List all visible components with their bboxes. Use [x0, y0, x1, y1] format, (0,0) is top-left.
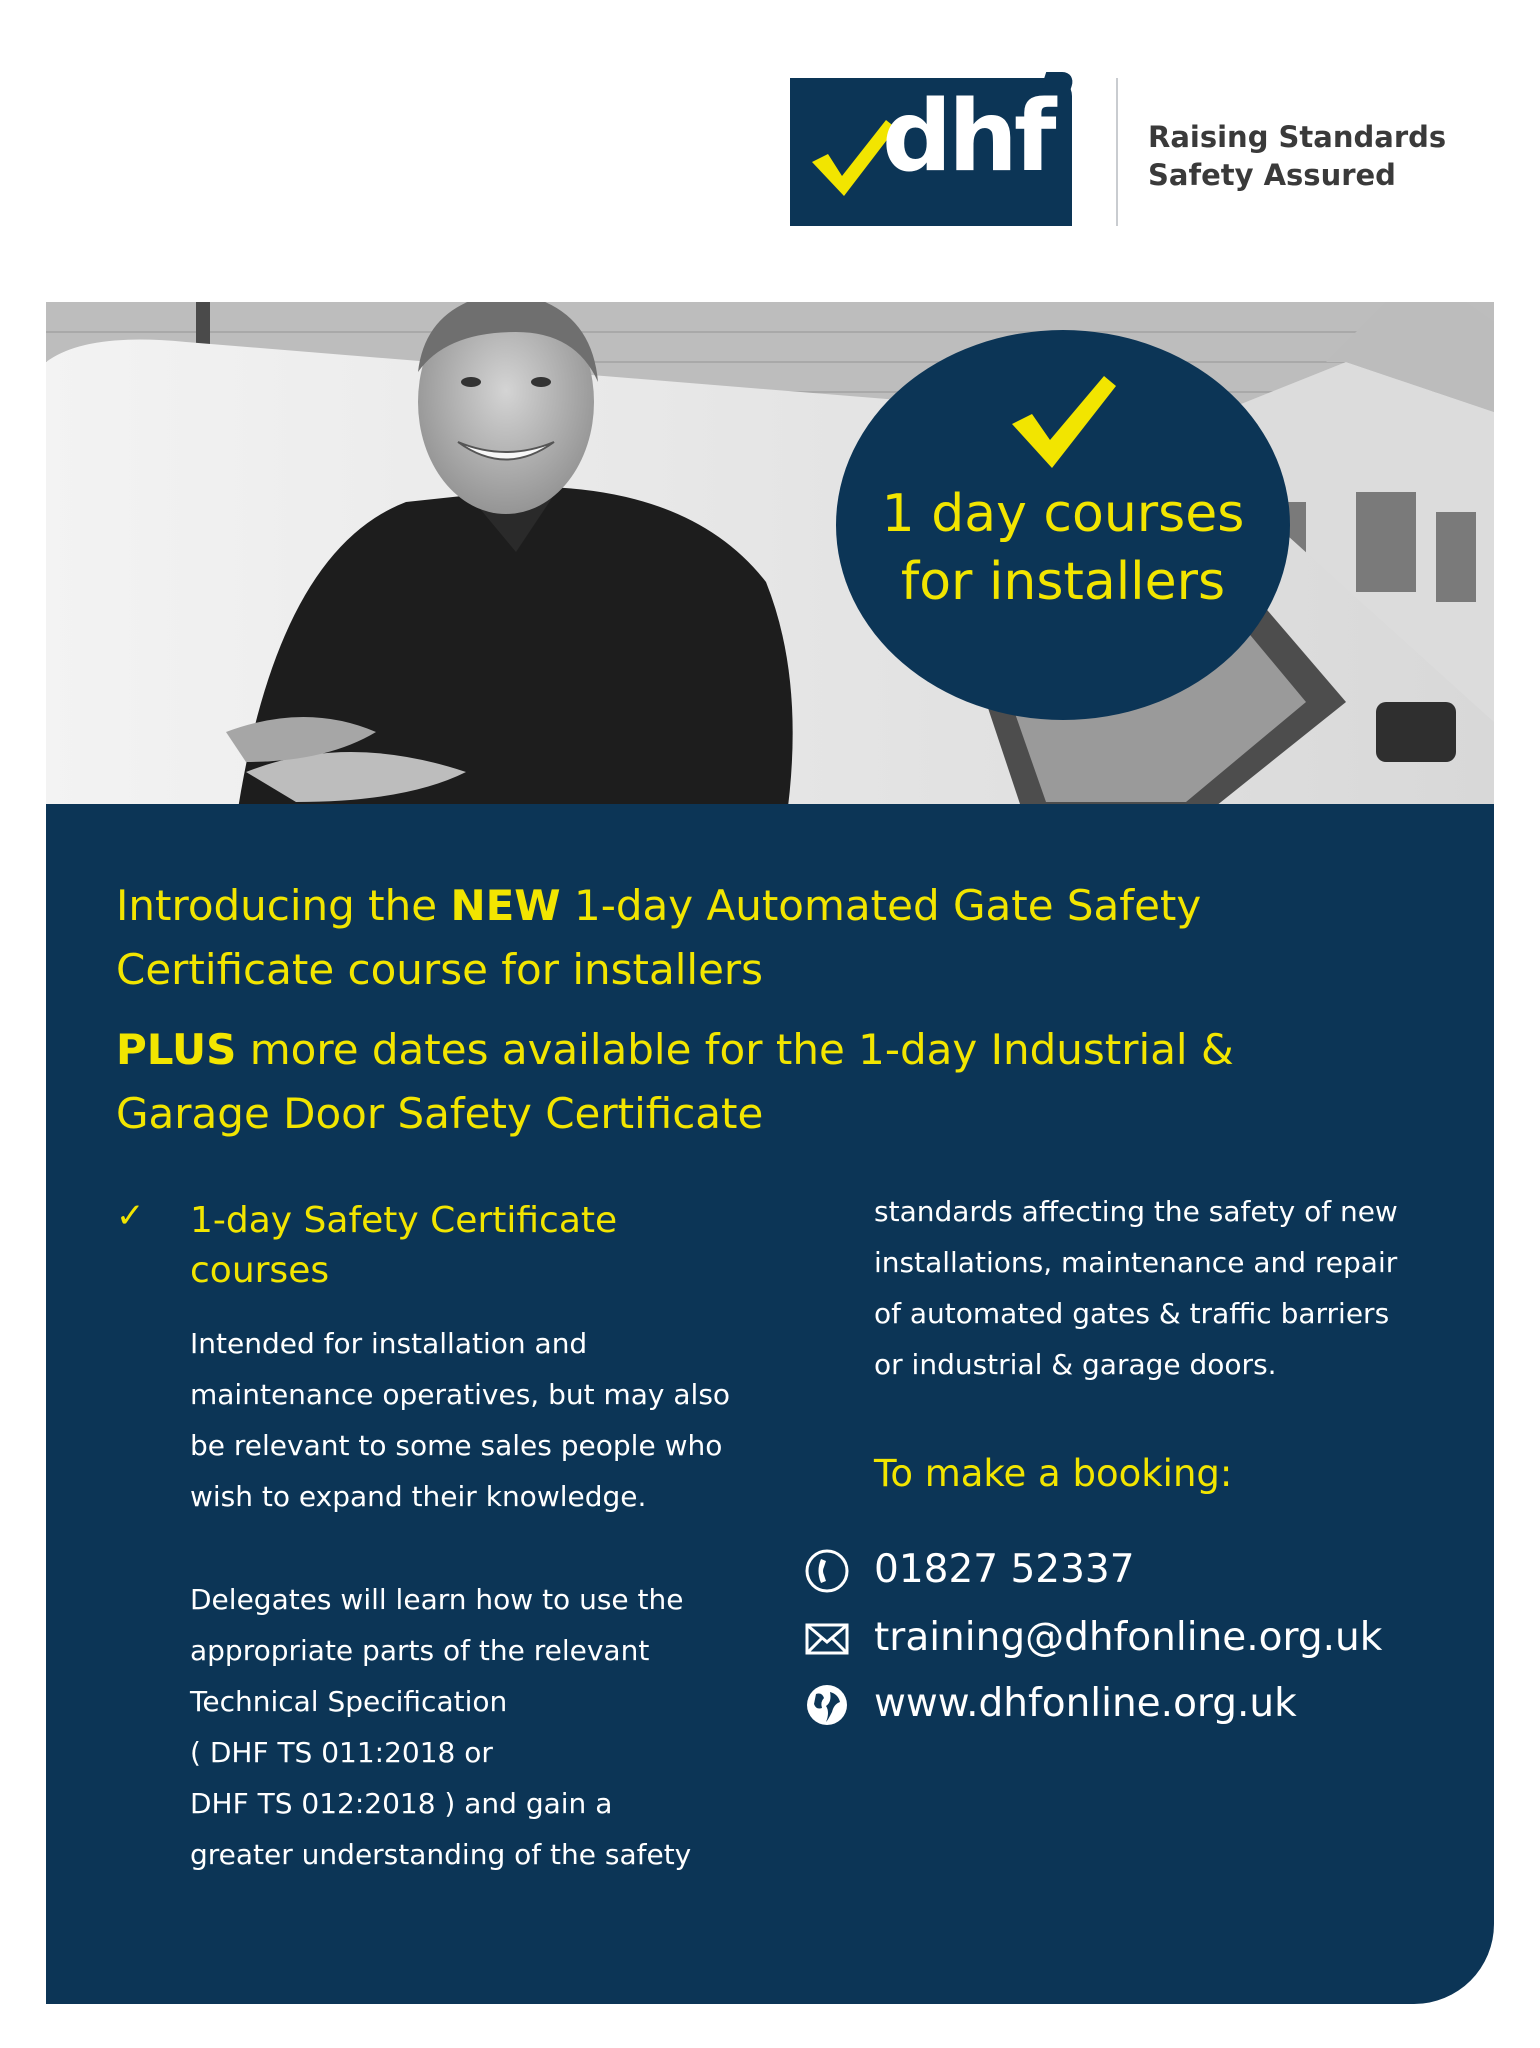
plus-emphasis: PLUS [116, 1025, 237, 1074]
logo-divider [1116, 78, 1118, 226]
phone-number[interactable]: 01827 52337 [874, 1547, 1135, 1592]
intro-emphasis: NEW [450, 881, 561, 930]
course-intended-for: Intended for installation and maintenance operatives, but may also be relevant to some sales people who wish to expand their knowledge. [190, 1327, 731, 1513]
delegates-line-2: appropriate parts of the relevant [190, 1634, 650, 1667]
tagline-line-2: Safety Assured [1148, 158, 1396, 192]
course-standards-text [874, 1186, 1434, 1390]
globe-icon [804, 1682, 850, 1728]
website-url[interactable]: www.dhfonline.org.uk [874, 1681, 1297, 1726]
logo-wordmark: dhf [882, 80, 1053, 194]
standards-line-1: standards affecting the safety of new [874, 1195, 1398, 1228]
badge-line-2: for installers [900, 552, 1226, 612]
standards-line-2: installations, maintenance and repair [874, 1246, 1398, 1279]
delegates-line-4: ( DHF TS 011:2018 or [190, 1736, 493, 1769]
headline-plus-dates [116, 1018, 1234, 1146]
email-icon [804, 1616, 850, 1662]
tagline-line-1: Raising Standards [1148, 120, 1447, 154]
phone-icon [804, 1548, 850, 1594]
delegates-line-3: Technical Specification [190, 1685, 508, 1718]
standards-line-4: or industrial & garage doors. [874, 1348, 1277, 1381]
delegates-line-6: greater understanding of the safety [190, 1838, 692, 1871]
intro-suffix: 1-day Automated Gate Safety [560, 881, 1202, 930]
badge-line-1: 1 day courses [881, 484, 1245, 544]
course-title: 1-day Safety Certificate courses [190, 1200, 618, 1291]
panel-top-curve [46, 804, 1494, 844]
bullet-checkmark-icon: ✓ [116, 1196, 145, 1236]
brand-tagline [1148, 118, 1446, 194]
course-delegates-learn [190, 1574, 750, 1880]
standards-line-3: of automated gates & traffic barriers [874, 1297, 1390, 1330]
delegates-line-5: DHF TS 012:2018 ) and gain a [190, 1787, 613, 1820]
badge-text [836, 480, 1290, 616]
email-address[interactable]: training@dhfonline.org.uk [874, 1615, 1383, 1660]
courses-badge [836, 330, 1290, 720]
plus-line-2: Garage Door Safety Certificate [116, 1089, 764, 1138]
headline-new-course [116, 874, 1201, 1002]
checkmark-icon [1008, 372, 1118, 472]
dhf-logo [790, 78, 1072, 226]
delegates-line-1: Delegates will learn how to use the [190, 1583, 684, 1616]
intro-line-2: Certificate course for installers [116, 945, 764, 994]
booking-title: To make a booking: [874, 1452, 1233, 1495]
intro-prefix: Introducing the [116, 881, 451, 930]
plus-suffix: more dates available for the 1-day Industrial & [236, 1025, 1234, 1074]
